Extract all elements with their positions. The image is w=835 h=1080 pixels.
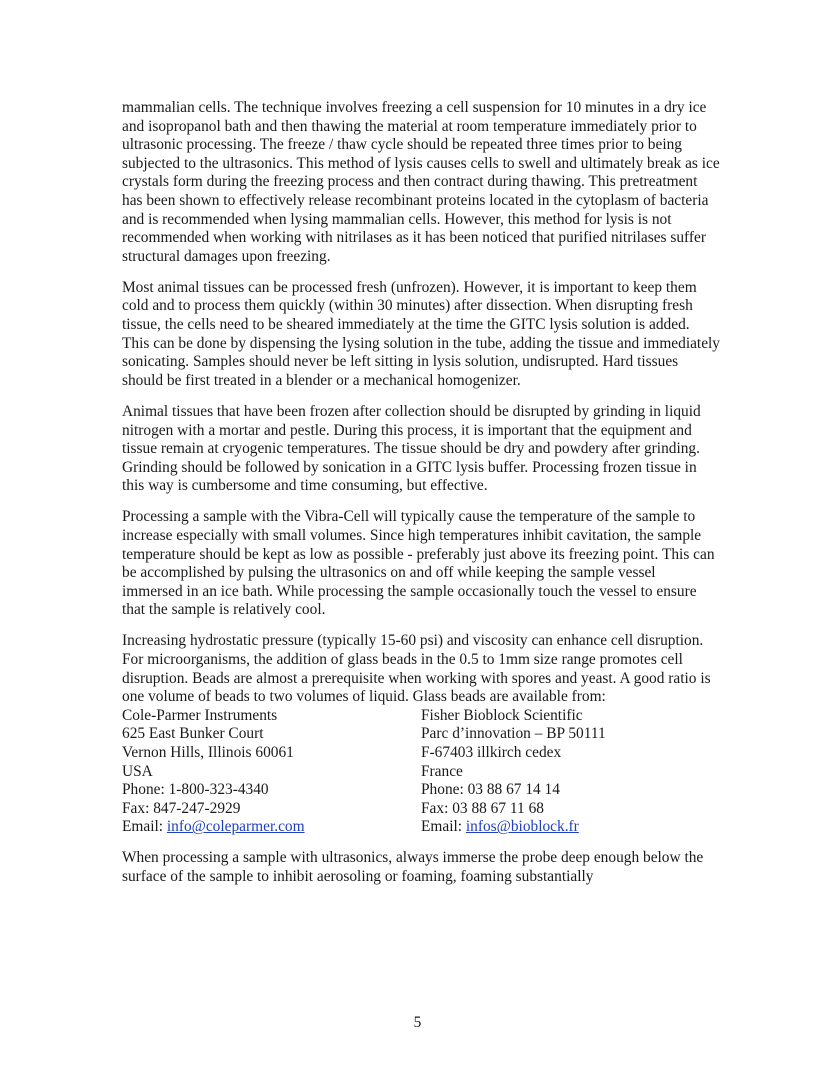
- supplier-phone: Phone: 03 88 67 14 14: [421, 781, 560, 799]
- supplier-fax: Fax: 847-247-2929: [122, 799, 241, 817]
- page-number: 5: [413, 1014, 422, 1031]
- supplier-country: France: [421, 762, 463, 780]
- paragraph-freeze-thaw: mammalian cells. The technique involves freezing a cell suspension for 10 minutes in a dry ice and isopropanol bath and then thawing the material at room temperature immediately prior to ultrasonic processing. The freeze / thaw cycle should be repeated three times prior to being subjected to the ultrasonics. This method of lysis causes cells to swell and ultimately break as ice crystals form during the freezing process and then contract during thawing. This pretreatment has been shown to effectively release recombinant proteins located in the cytoplasm of bacteria and is recommended when lysing mammalian cells. However, this method for lysis is not recommended when working with nitrilases as it has been noticed that purified nitrilases suffer structural damages upon freezing.: [122, 99, 720, 265]
- email-label: Email:: [421, 818, 466, 836]
- supplier-country: USA: [122, 762, 153, 780]
- paragraph-glass-beads: Increasing hydrostatic pressure (typically 15-60 psi) and viscosity can enhance cell disruption. For microorganisms, the addition of glass beads in the 0.5 to 1mm size range promotes cell disruption. Beads are almost a prerequisite when working with spores and yeast. A good ratio is one volume of beads to two volumes of liquid. Glass beads are available from:: [122, 632, 711, 706]
- paragraph-frozen-tissue: Animal tissues that have been frozen after collection should be disrupted by grinding in liquid nitrogen with a mortar and pestle. During this process, it is important that the equipment and tissue remain at cryogenic temperatures. The tissue should be dry and powdery after grinding. Grinding should be followed by sonication in a GITC lysis buffer. Processing frozen tissue in this way is cumbersome and time consuming, but effective.: [122, 402, 701, 495]
- supplier-email-line: [122, 818, 421, 837]
- supplier-fisher-bioblock: [421, 707, 720, 837]
- supplier-address-line-1: Parc d’innovation – BP 50111: [421, 725, 606, 743]
- supplier-cole-parmer: [122, 707, 421, 837]
- supplier-contacts: [122, 707, 720, 837]
- email-label: Email:: [122, 818, 167, 836]
- paragraph-probe-immersion: When processing a sample with ultrasonics, always immerse the probe deep enough below the surface of the sample to inhibit aerosoling or foaming, foaming substantially: [122, 849, 704, 886]
- supplier-phone: Phone: 1-800-323-4340: [122, 781, 269, 799]
- supplier-address-line-2: F-67403 illkirch cedex: [421, 744, 562, 761]
- supplier-name: Fisher Bioblock Scientific: [421, 706, 583, 724]
- supplier-email-line: [421, 818, 720, 837]
- supplier-name: Cole-Parmer Instruments: [122, 706, 278, 724]
- supplier-address-line-1: 625 East Bunker Court: [122, 725, 264, 743]
- email-link-coleparmer[interactable]: info@coleparmer.com: [166, 818, 305, 836]
- document-page: [122, 99, 720, 899]
- paragraph-fresh-tissue: Most animal tissues can be processed fresh (unfrozen). However, it is important to keep them cold and to process them quickly (within 30 minutes) after dissection. When disrupting fresh tissue, the cells need to be sheared immediately at the time the GITC lysis solution is added. This can be done by dispensing the lysing solution in the tube, adding the tissue and immediately sonicating. Samples should never be left sitting in lysis solution, undisrupted. Hard tissues should be first treated in a blender or a mechanical homogenizer.: [122, 278, 721, 389]
- paragraph-temperature: Processing a sample with the Vibra-Cell will typically cause the temperature of the sample to increase especially with small volumes. Since high temperatures inhibit cavitation, the sample temperature should be kept as low as possible - preferably just above its freezing point. This can be accomplished by pulsing the ultrasonics on and off while keeping the sample vessel immersed in an ice bath. While processing the sample occasionally touch the vessel to ensure that the sample is relatively cool.: [122, 508, 715, 619]
- supplier-address-line-2: Vernon Hills, Illinois 60061: [122, 744, 294, 761]
- email-link-bioblock[interactable]: infos@bioblock.fr: [465, 818, 579, 836]
- supplier-fax: Fax: 03 88 67 11 68: [421, 799, 544, 817]
